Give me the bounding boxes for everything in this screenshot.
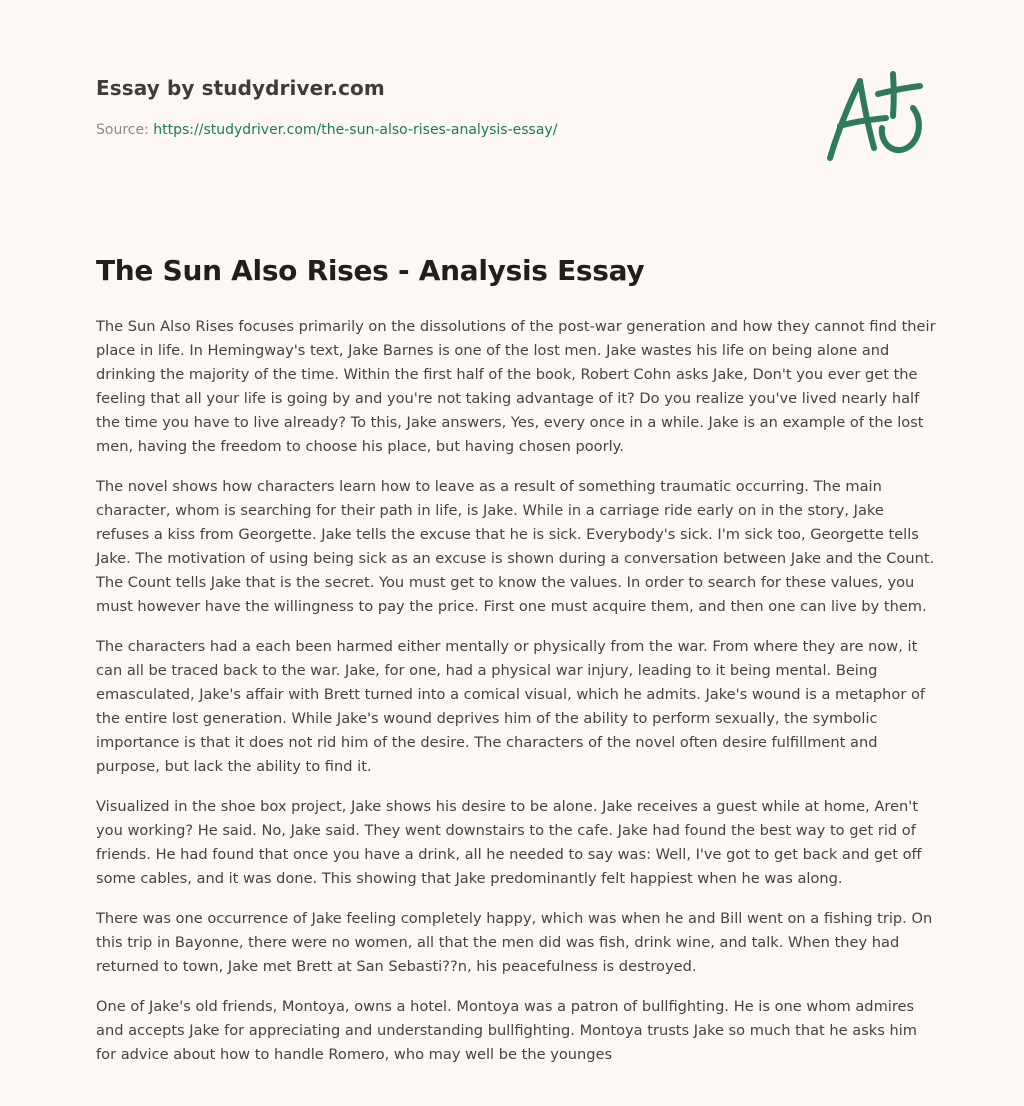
essay-paragraph: One of Jake's old friends, Montoya, owns a hotel. Montoya was a patron of bullfighting. He is one whom admires and accepts Jake for appreciating and understanding bullfighting. Montoya trusts Jake so much that he asks him for advice about how to handle Romero, who may well be the younges [96,998,918,1063]
essay-title: The Sun Also Rises - Analysis Essay [96,254,645,287]
page-header [96,76,816,138]
essay-paragraph: Visualized in the shoe box project, Jake shows his desire to be alone. Jake receives a guest while at home, Aren't you working? He said. No, Jake said. They went downstairs to the cafe. Jake had found the best way to get rid of friends. He had found that once you have a drink, all he needed to say was: Well, I've got to get back and get off some cables, and it was done. This showing that Jake predominantly felt happiest when he was along. [96,798,922,887]
essay-paragraph: The Sun Also Rises focuses primarily on the dissolutions of the post-war generation and how they cannot find their place in life. In Hemingway's text, Jake Barnes is one of the lost men. Jake wastes his life on being alone and drinking the majority of the time. Within the first half of the book, Robert Cohn asks Jake, Don't you ever get the feeling that all your life is going by and you're not taking advantage of it? Do you realize you've lived nearly half the time you have to live already? To this, Jake answers, Yes, every once in a while. Jake is an example of the lost men, having the freedom to choose his place, but having chosen poorly. [96,318,936,455]
essay-paragraph: The novel shows how characters learn how to leave as a result of something traumatic occurring. The main character, whom is searching for their path in life, is Jake. While in a carriage ride early on in the story, Jake refuses a kiss from Georgette. Jake tells the excuse that he is sick. Everybody's sick. I'm sick too, Georgette tells Jake. The motivation of using being sick as an excuse is shown during a conversation between Jake and the Count. The Count tells Jake that is the secret. You must get to know the values. In order to search for these values, you must however have the willingness to pay the price. First one must acquire them, and then one can live by them. [96,478,935,615]
source-label: Source: [96,122,154,138]
source-line [96,122,816,138]
essay-paragraph: There was one occurrence of Jake feeling completely happy, which was when he and Bill went on a fishing trip. On this trip in Bayonne, there were no women, all that the men did was fish, drink wine, and talk. When they had returned to town, Jake met Brett at San Sebasti??n, his peacefulness is destroyed. [96,910,933,975]
source-link[interactable]: https://studydriver.com/the-sun-also-rises-analysis-essay/ [153,122,558,138]
essay-body [96,315,936,1083]
a-plus-grade-icon [820,66,930,166]
essay-paragraph: The characters had a each been harmed either mentally or physically from the war. From where they are now, it can all be traced back to the war. Jake, for one, had a physical war injury, leading to it being mental. Being emasculated, Jake's affair with Brett turned into a comical visual, which he admits. Jake's wound is a metaphor of the entire lost generation. While Jake's wound deprives him of the ability to perform sexually, the symbolic importance is that it does not rid him of the desire. The characters of the novel often desire fulfillment and purpose, but lack the ability to find it. [96,638,926,775]
brand-title: Essay by studydriver.com [96,76,385,100]
